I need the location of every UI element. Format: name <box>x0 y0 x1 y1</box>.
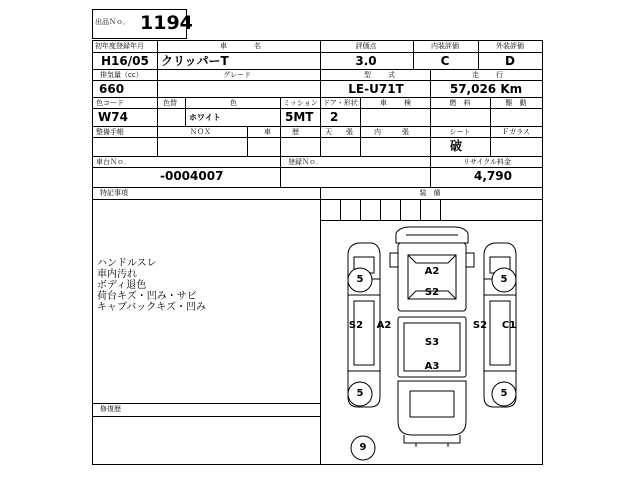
repair-history-label: 修復歴 <box>100 405 121 413</box>
model-code: LE-U71T <box>348 82 404 96</box>
displacement: 660 <box>99 82 125 96</box>
color-code-label: 色コード <box>96 99 124 107</box>
model-label-b: 式 <box>388 71 395 79</box>
interior-trim-label-a: 内 <box>374 128 381 136</box>
drive-label: 駆 動 <box>505 99 527 107</box>
special-notes-list <box>97 258 206 313</box>
front-glass-label: Ｆガラス <box>502 128 530 136</box>
exterior-grade-label: 外装評価 <box>496 42 524 50</box>
first-registration-label: 初年度登録年月 <box>95 42 144 50</box>
car-name: クリッパーT <box>161 54 229 68</box>
special-notes-label: 特記事項 <box>100 189 128 197</box>
nox-label: ＮＯＸ <box>190 128 211 136</box>
sunroof-label-a: 天 <box>325 128 332 136</box>
mileage: 57,026 Km <box>449 82 523 96</box>
note-line: 車内汚れ <box>97 269 137 280</box>
mark-top-center-b: S2 <box>424 287 440 298</box>
inspection-label-b: 検 <box>404 99 411 107</box>
note-line: ハンドルスレ <box>97 258 157 269</box>
mark-left-lower-wheel: 5 <box>356 388 364 399</box>
mark-center-a: A3 <box>424 361 440 372</box>
color-label: 色 <box>230 99 237 107</box>
doors-label: ドア・形状 <box>323 99 358 107</box>
exterior-grade: D <box>505 54 515 68</box>
model-label-a: 型 <box>364 71 371 79</box>
equipment-label: 装 備 <box>419 189 441 197</box>
seat-condition: 破 <box>449 139 463 153</box>
doors: 2 <box>330 110 339 124</box>
seat-label: シート <box>449 128 471 136</box>
recycle-fee-label: リサイクル料金 <box>462 158 512 166</box>
service-book-label: 整備手帳 <box>96 128 124 136</box>
first-registration: H16/05 <box>101 54 149 68</box>
mission: 5MT <box>285 110 314 124</box>
mileage-label-a: 走 <box>472 71 479 79</box>
mark-right-lower-wheel: 5 <box>500 388 508 399</box>
interior-grade-label: 内装評価 <box>431 42 459 50</box>
car-name-label-b: 名 <box>254 42 261 50</box>
color-code: W74 <box>98 110 128 124</box>
score: 3.0 <box>355 54 377 68</box>
mark-right-side-s: S2 <box>472 320 488 331</box>
color-change-label: 色替 <box>163 99 177 107</box>
interior-trim-label-b: 張 <box>402 128 409 136</box>
note-line: 荷台キズ・凹み・サビ <box>97 291 197 302</box>
mark-left-side-a: A2 <box>376 320 392 331</box>
mileage-label-b: 行 <box>496 71 503 79</box>
mark-left-side-s: S2 <box>348 320 364 331</box>
recycle-fee: 4,790 <box>474 169 512 183</box>
sunroof-label-b: 張 <box>346 128 353 136</box>
lot-number-label: 出品Ｎｏ． <box>95 18 130 26</box>
mark-spare-tire: 9 <box>359 442 367 453</box>
inspection-label-a: 車 <box>380 99 387 107</box>
note-line: キャブバックキズ・凹み <box>97 302 206 313</box>
score-label: 評価点 <box>355 42 377 50</box>
mission-label: ミッション <box>283 99 318 107</box>
mark-right-side-c: C1 <box>501 320 517 331</box>
color-value: ホワイト <box>189 113 221 122</box>
displacement-label: 排気量（cc） <box>100 71 143 79</box>
interior-grade: C <box>440 54 450 68</box>
car-name-label-a: 車 <box>220 42 227 50</box>
registration-number-label: 登録Ｎｏ． <box>288 158 323 166</box>
history-label-a: 車 <box>264 128 271 136</box>
grade-label: グレード <box>223 71 251 79</box>
mark-right-upper-wheel: 5 <box>500 274 508 285</box>
lot-number: 1194 <box>140 12 193 34</box>
chassis-number: -0004007 <box>160 169 224 183</box>
mark-center-s: S3 <box>424 337 440 348</box>
chassis-number-label: 車台Ｎｏ． <box>96 158 131 166</box>
note-line: ボディ退色 <box>97 280 147 291</box>
mark-left-upper-wheel: 5 <box>356 274 364 285</box>
fuel-label: 燃 料 <box>449 99 471 107</box>
mark-top-center-a: A2 <box>424 266 440 277</box>
history-label-b: 歴 <box>292 128 299 136</box>
